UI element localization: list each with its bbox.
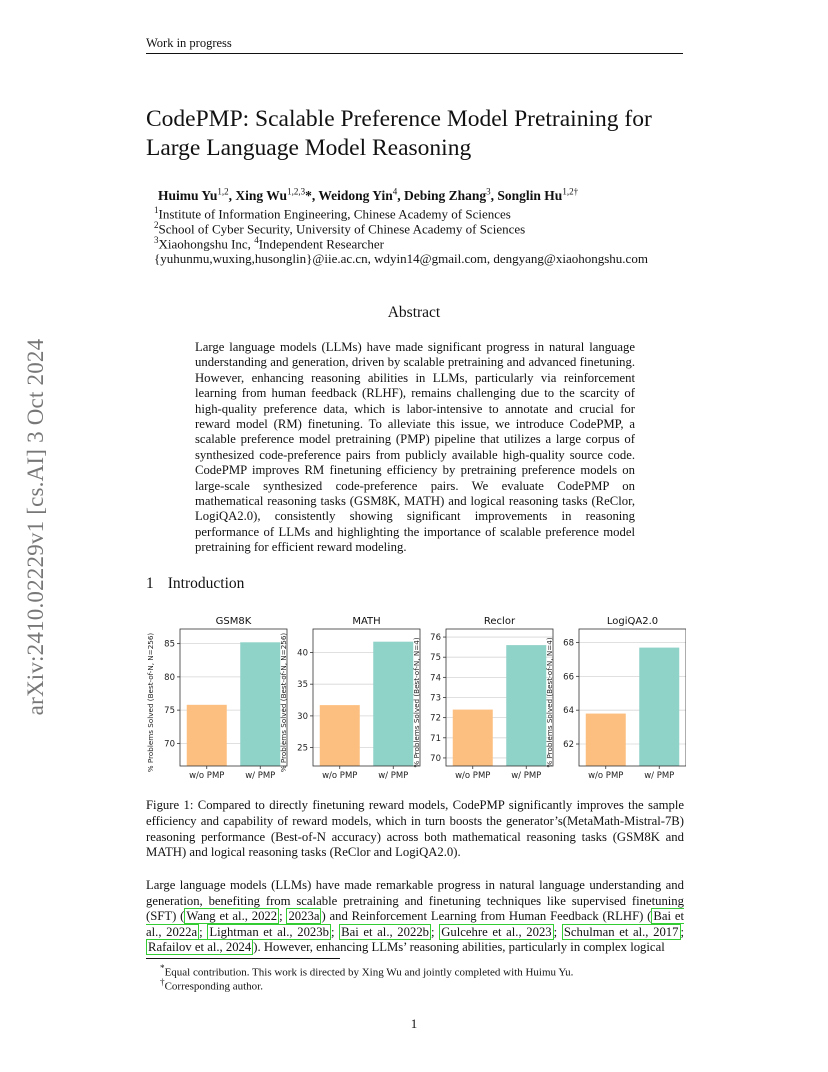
citation-link[interactable]: Schulman et al., 2017 <box>563 924 679 939</box>
y-tick-label: 68 <box>563 638 574 649</box>
author-emails: {yuhunmu,wuxing,husonglin}@iie.ac.cn, wdyin14@gmail.com, dengyang@xiaohongshu.com <box>154 251 648 266</box>
affiliation-2: $^2$School of Cyber Security, University of Chinese Academy of Sciences <box>154 220 526 237</box>
abstract-text: Large language models (LLMs) have made significant progress in natural language understanding and generation, driven by scalable pretraining and advanced finetuning. However, enhancing reasoning abilities in LLMs, particularly via reinforcement learning from human feedback (RLHF), remains challenging due to the scarcity of high-quality preference data, which is labor-intensive to annotate and crucial for reward model (RM) finetuning. To alleviate this issue, we introduce CodePMP, a scalable preference model pretraining (PMP) pipeline that utilizes a large corpus of synthesized code-preference pairs from publicly available high-quality source code. CodePMP improves RM finetuning efficiency by pretraining preference models on large-scale synthesized code-preference pairs. We evaluate CodePMP on mathematical reasoning tasks (GSM8K, MATH) and logical reasoning tasks (ReClor, LogiQA2.0), consistently showing significant improvements in reasoning performance of LLMs and highlighting the importance of scalable preference model pretraining for efficient reward modeling. <box>195 340 635 555</box>
author: Debing Zhang$^3$, <box>403 186 498 203</box>
intro-paragraph: Large language models (LLMs) have made remarkable progress in natural language understanding and generation, benefiting from scalable pretraining and finetuning techniques like supervised finetuning (SFT) ( Wang et al., 2022 ; 2023a ) and Reinforcement Learning from Human Feedback (RLHF) ( Bai et al., 2022a ; Lightman et al., 2023b ; Bai et al., 2022b ; Gulcehre et al., 2023 ; Schulman et al., 2017 ; Rafailov et al., 2024 ). However, enhancing LLMs’ reasoning abilities, particularly in complex logical <box>146 878 685 955</box>
section-title: Introduction <box>167 575 245 592</box>
x-tick-label: w/o PMP <box>189 771 225 781</box>
y-tick-label: 73 <box>430 693 441 704</box>
bar-wopmp <box>187 705 227 766</box>
y-tick-label: 85 <box>164 639 175 650</box>
footnote-rule <box>146 958 340 959</box>
footnote-corresponding: †Corresponding author. <box>160 977 263 993</box>
y-tick-label: 75 <box>430 653 441 664</box>
author-list <box>158 186 578 204</box>
x-tick-label: w/o PMP <box>588 771 624 781</box>
citation-link[interactable]: Gulcehre et al., 2023 <box>441 924 552 939</box>
chart-title: GSM8K <box>215 616 252 627</box>
chart-title: LogiQA2.0 <box>606 616 659 627</box>
y-tick-label: 70 <box>164 739 175 750</box>
y-tick-label: 75 <box>164 706 175 717</box>
y-tick-label: 64 <box>563 706 574 717</box>
y-tick-label: 25 <box>297 743 308 754</box>
bar-wpmp <box>373 642 413 766</box>
author: Songlin $Hu^{1,2\dagger}$ <box>497 186 579 203</box>
x-tick-label: w/ PMP <box>644 771 675 781</box>
figure-1 <box>146 610 686 790</box>
y-tick-label: 70 <box>430 753 441 764</box>
section-heading <box>146 575 244 593</box>
y-tick-label: 62 <box>563 740 574 751</box>
y-tick-label: 76 <box>430 633 441 644</box>
y-axis-label: % Problems Solved (Best-of-N, N=4) <box>412 637 421 768</box>
y-axis-label: % Problems Solved (Best-of-N, N=256) <box>279 632 288 773</box>
figure-caption: Figure 1: Compared to directly finetuning reward models, CodePMP significantly improves the sample efficiency and capability of reward models, which in turn boosts the generator’s(MetaMath-Mistral-7B) reasoning performance (Best-of-N accuracy) across both mathematical reasoning tasks (GSM8K and MATH) and logical reasoning tasks (ReClor and LogiQA2.0). <box>146 798 684 860</box>
affiliation-1: $^1$Institute of Information Engineering, Chinese Academy of Sciences <box>154 205 511 222</box>
citation-link[interactable]: Bai et al., 2022a <box>146 909 685 939</box>
paper-title <box>146 105 686 163</box>
footnote-equal-contribution: *Equal contribution. This work is directed by Xing Wu and jointly completed with Huimu Yu. <box>160 963 574 979</box>
citation-link[interactable]: Bai et al., 2022b <box>341 924 430 939</box>
y-tick-label: 35 <box>297 680 308 691</box>
chart-title: MATH <box>352 616 381 627</box>
arxiv-identifier: arXiv:2410.02229v1 [cs.AI] 3 Oct 2024 <box>23 338 48 716</box>
chart-title: Reclor <box>483 616 516 627</box>
citation-link[interactable]: Lightman et al., 2023b <box>209 924 329 939</box>
author: Huimu Yu$^{1,2}$, <box>158 186 236 203</box>
y-tick-label: 66 <box>563 672 574 683</box>
bar-wopmp <box>320 705 360 766</box>
bar-wpmp <box>639 648 679 766</box>
y-tick-label: 72 <box>430 713 441 724</box>
x-tick-label: w/o PMP <box>455 771 491 781</box>
bar-wopmp <box>453 710 493 766</box>
author: Xing Wu$^{1,2,3}$*, <box>235 186 319 203</box>
citation-link[interactable]: 2023a <box>288 909 320 924</box>
bar-wopmp <box>586 714 626 766</box>
figure-1-charts <box>146 610 686 790</box>
bar-wpmp <box>240 642 280 766</box>
x-tick-label: w/ PMP <box>245 771 276 781</box>
citation-link[interactable]: Rafailov et al., 2024 <box>148 940 252 955</box>
affiliation-3: $^3$Xiaohongshu Inc, $^4$Independent Researcher <box>154 235 384 252</box>
page-number: 1 <box>410 1016 418 1031</box>
y-tick-label: 80 <box>164 672 175 683</box>
x-tick-label: w/ PMP <box>378 771 409 781</box>
citation-link[interactable]: Wang et al., 2022 <box>186 909 278 924</box>
section-number: 1 <box>146 575 154 592</box>
y-tick-label: 71 <box>430 733 441 744</box>
y-tick-label: 74 <box>430 673 441 684</box>
title-line-1: CodePMP: Scalable Preference Model Pretraining for <box>146 106 652 132</box>
y-tick-label: 40 <box>297 648 308 659</box>
abstract-heading: Abstract <box>387 304 441 321</box>
x-tick-label: w/ PMP <box>511 771 542 781</box>
running-header: Work in progress <box>146 36 232 50</box>
bar-wpmp <box>506 645 546 766</box>
header-rule <box>146 53 683 54</box>
title-line-2: Large Language Model Reasoning <box>146 135 472 161</box>
y-axis-label: % Problems Solved (Best-of-N, N=256) <box>146 632 155 773</box>
y-tick-label: 30 <box>297 711 308 722</box>
y-axis-label: % Problems Solved (Best-of-N, N=4) <box>545 637 554 768</box>
author: Weidong Yin$^4$, <box>318 186 404 203</box>
x-tick-label: w/o PMP <box>322 771 358 781</box>
